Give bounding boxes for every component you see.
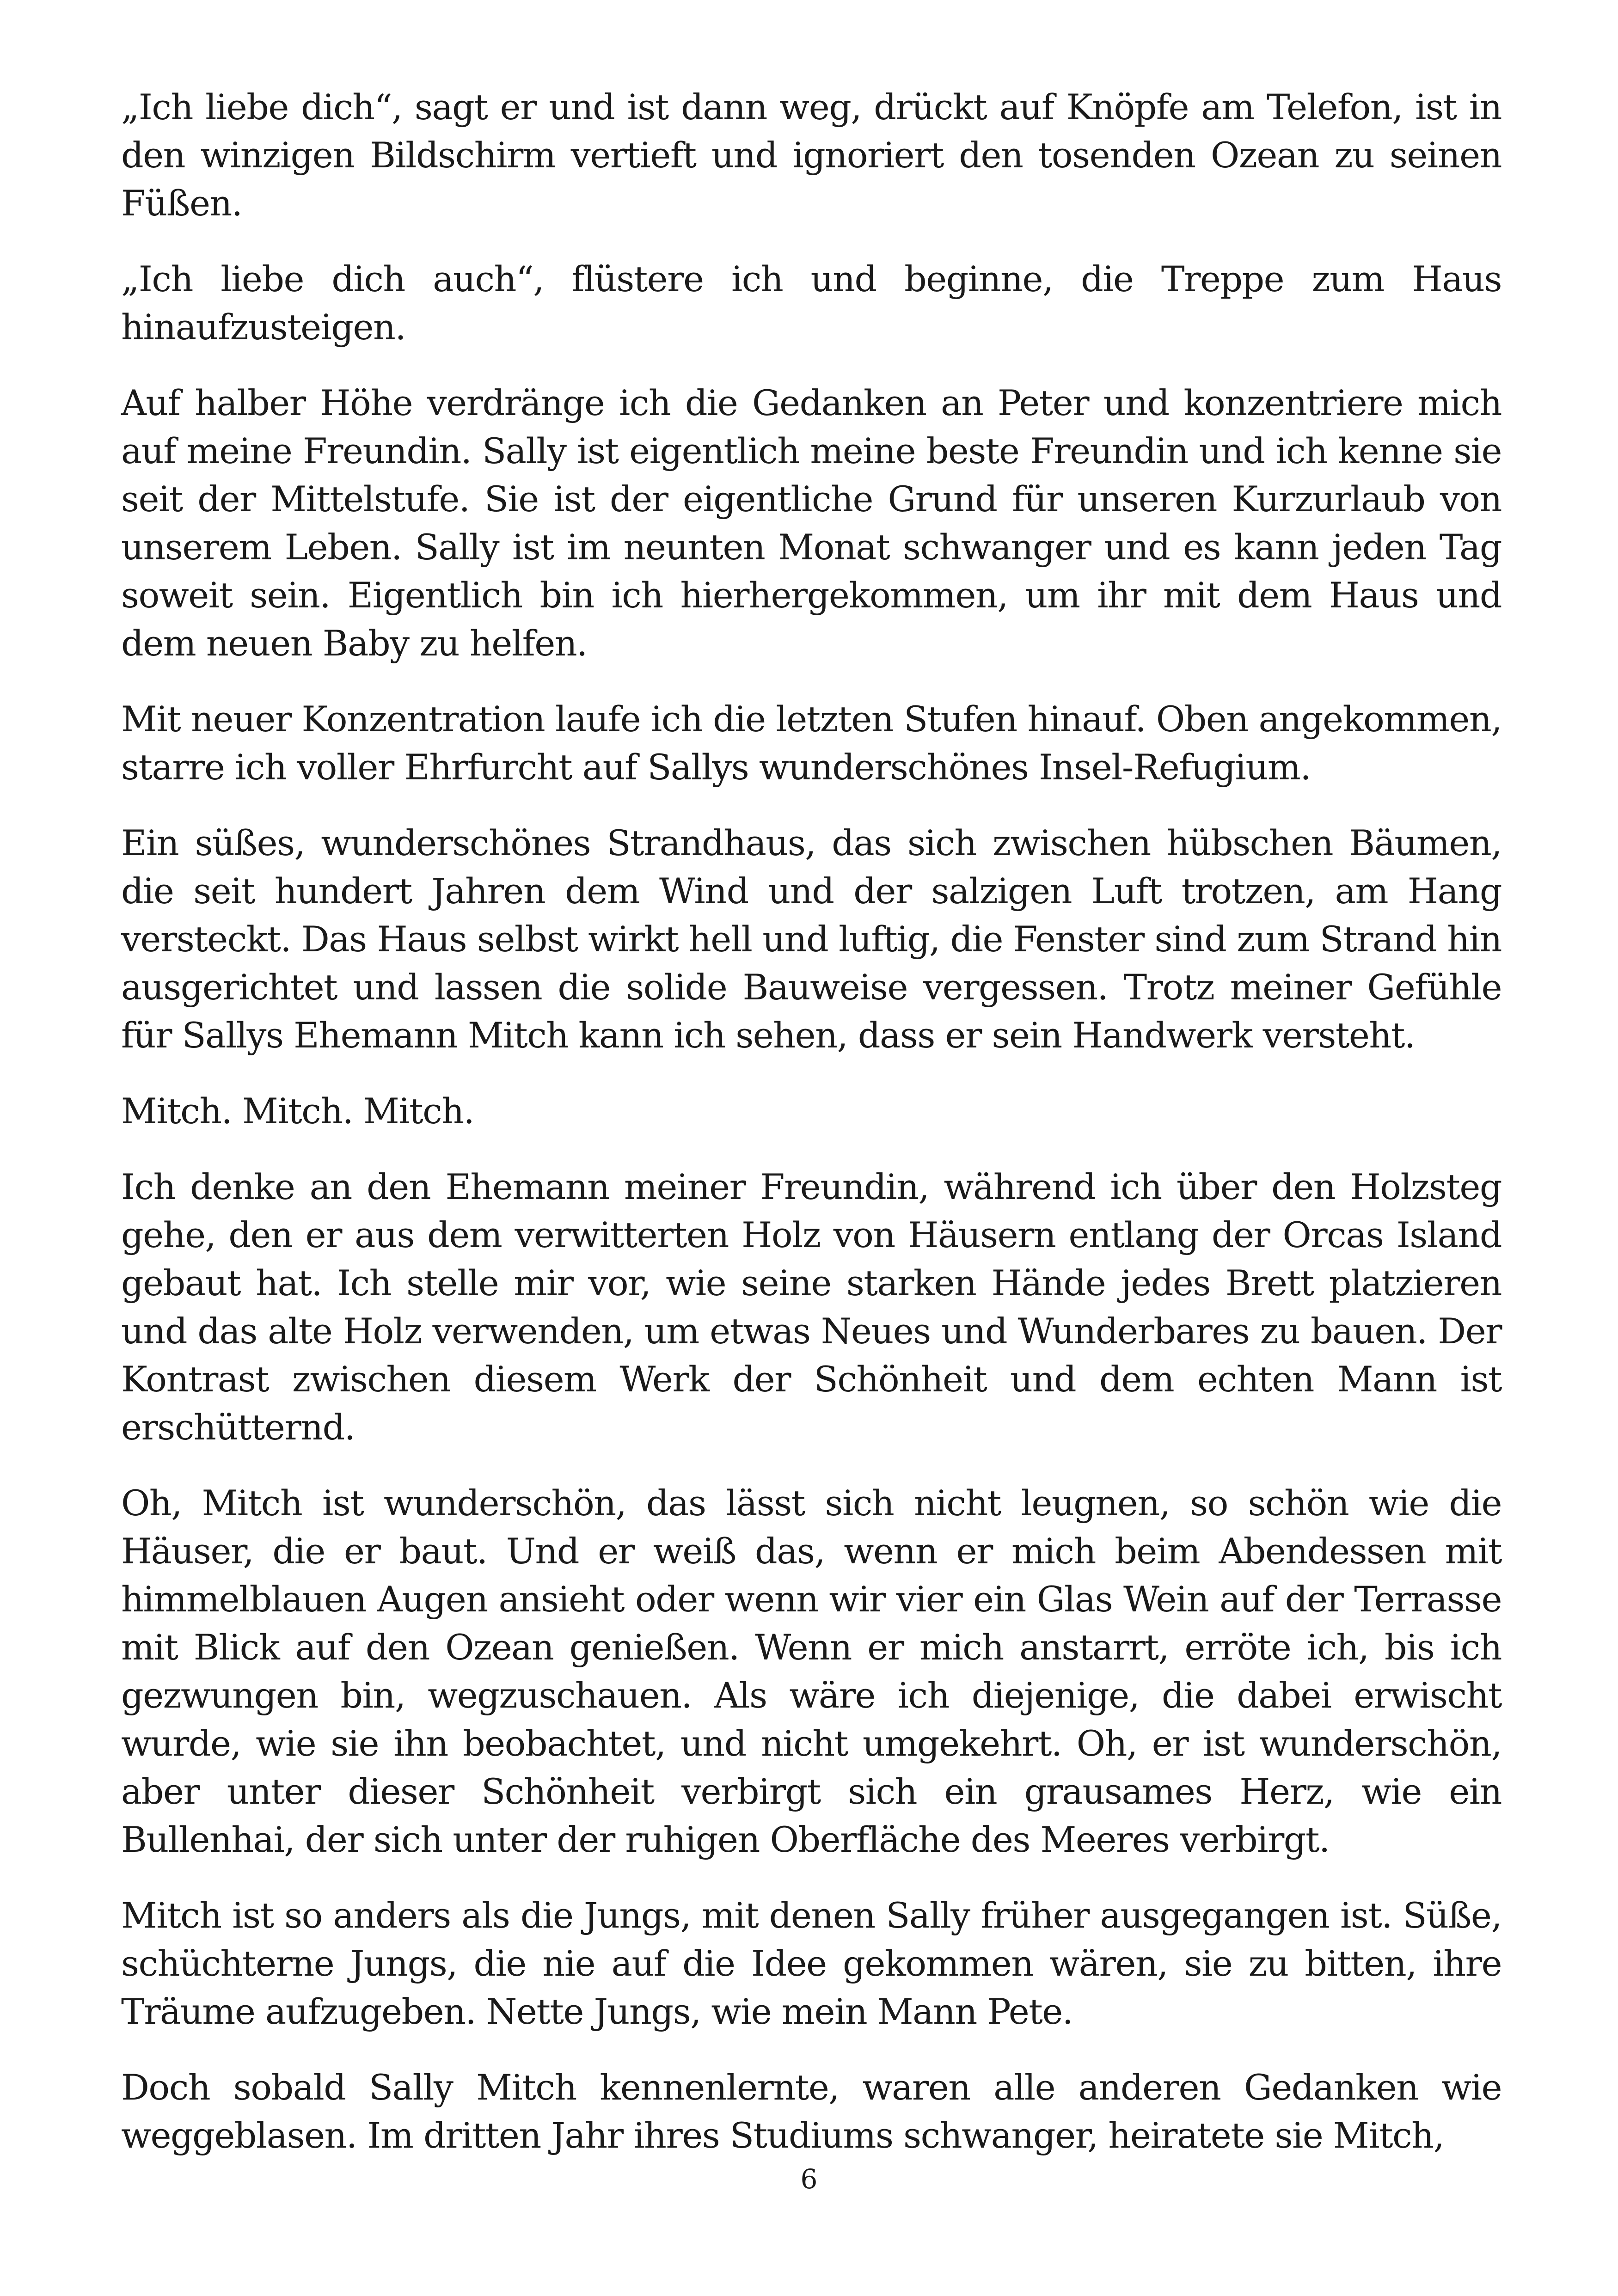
page-number: 6 [800, 2163, 818, 2195]
paragraph-4: Mit neuer Konzentration laufe ich die letzten Stufen hinauf. Oben angekommen, starre ich voller Ehrfurcht auf Sallys wunderschönes Insel-Refugium. [121, 698, 1502, 788]
paragraph-3: Auf halber Höhe verdränge ich die Gedanken an Peter und konzentriere mich auf meine Freundin. Sally ist eigentlich meine beste Freundin und ich kenne sie seit der Mittelstufe. Sie ist der eigentliche Grund für unseren Kurzurlaub von unserem Leben. Sally ist im neunten Monat schwanger und es kann jeden Tag soweit sein. Eigentlich bin ich hierhergekommen, um ihr mit dem Haus und dem neuen Baby zu helfen. [121, 382, 1502, 664]
paragraph-10: Doch sobald Sally Mitch kennenlernte, waren alle anderen Gedanken wie weggeblasen. Im dritten Jahr ihres Studiums schwanger, heiratete sie Mitch, [121, 2067, 1502, 2156]
paragraph-9: Mitch ist so anders als die Jungs, mit denen Sally früher ausgegangen ist. Süße, schüchterne Jungs, die nie auf die Idee gekommen wären, sie zu bitten, ihre Träume aufzugeben. Nette Jungs, wie mein Mann Pete. [121, 1895, 1502, 2032]
paragraph-6: Mitch. Mitch. Mitch. [121, 1090, 474, 1132]
paragraph-5: Ein süßes, wunderschönes Strandhaus, das sich zwischen hübschen Bäumen, die seit hundert Jahren dem Wind und der salzigen Luft trotzen, am Hang versteckt. Das Haus selbst wirkt hell und luftig, die Fenster sind zum Strand hin ausgerichtet und lassen die solide Bauweise vergessen. Trotz meiner Gefühle für Sallys Ehemann Mitch kann ich sehen, dass er sein Handwerk versteht. [121, 822, 1502, 1056]
paragraph-8: Oh, Mitch ist wunderschön, das lässt sich nicht leugnen, so schön wie die Häuser, die er baut. Und er weiß das, wenn er mich beim Abendessen mit himmelblauen Augen ansieht oder wenn wir vier ein Glas Wein auf der Terrasse mit Blick auf den Ozean genießen. Wenn er mich anstarrt, erröte ich, bis ich gezwungen bin, wegzuschauen. Als wäre ich diejenige, die dabei erwischt wurde, wie sie ihn beobachtet, und nicht umgekehrt. Oh, er ist wunderschön, aber unter dieser Schönheit verbirgt sich ein grausames Herz, wie ein Bullenhai, der sich unter der ruhigen Oberfläche des Meeres verbirgt. [121, 1482, 1502, 1860]
paragraph-2: „Ich liebe dich auch“, flüstere ich und beginne, die Treppe zum Haus hinaufzusteigen. [121, 258, 1502, 348]
page-body [121, 83, 1502, 2187]
paragraph-7: Ich denke an den Ehemann meiner Freundin, während ich über den Holzsteg gehe, den er aus dem verwitterten Holz von Häusern entlang der Orcas Island gebaut hat. Ich stelle mir vor, wie seine starken Hände jedes Brett platzieren und das alte Holz verwenden, um etwas Neues und Wunderbares zu bauen. Der Kontrast zwischen diesem Werk der Schönheit und dem echten Mann ist erschütternd. [121, 1166, 1502, 1448]
paragraph-1: „Ich liebe dich“, sagt er und ist dann weg, drückt auf Knöpfe am Telefon, ist in den winzigen Bildschirm vertieft und ignoriert den tosenden Ozean zu seinen Füßen. [121, 86, 1502, 224]
